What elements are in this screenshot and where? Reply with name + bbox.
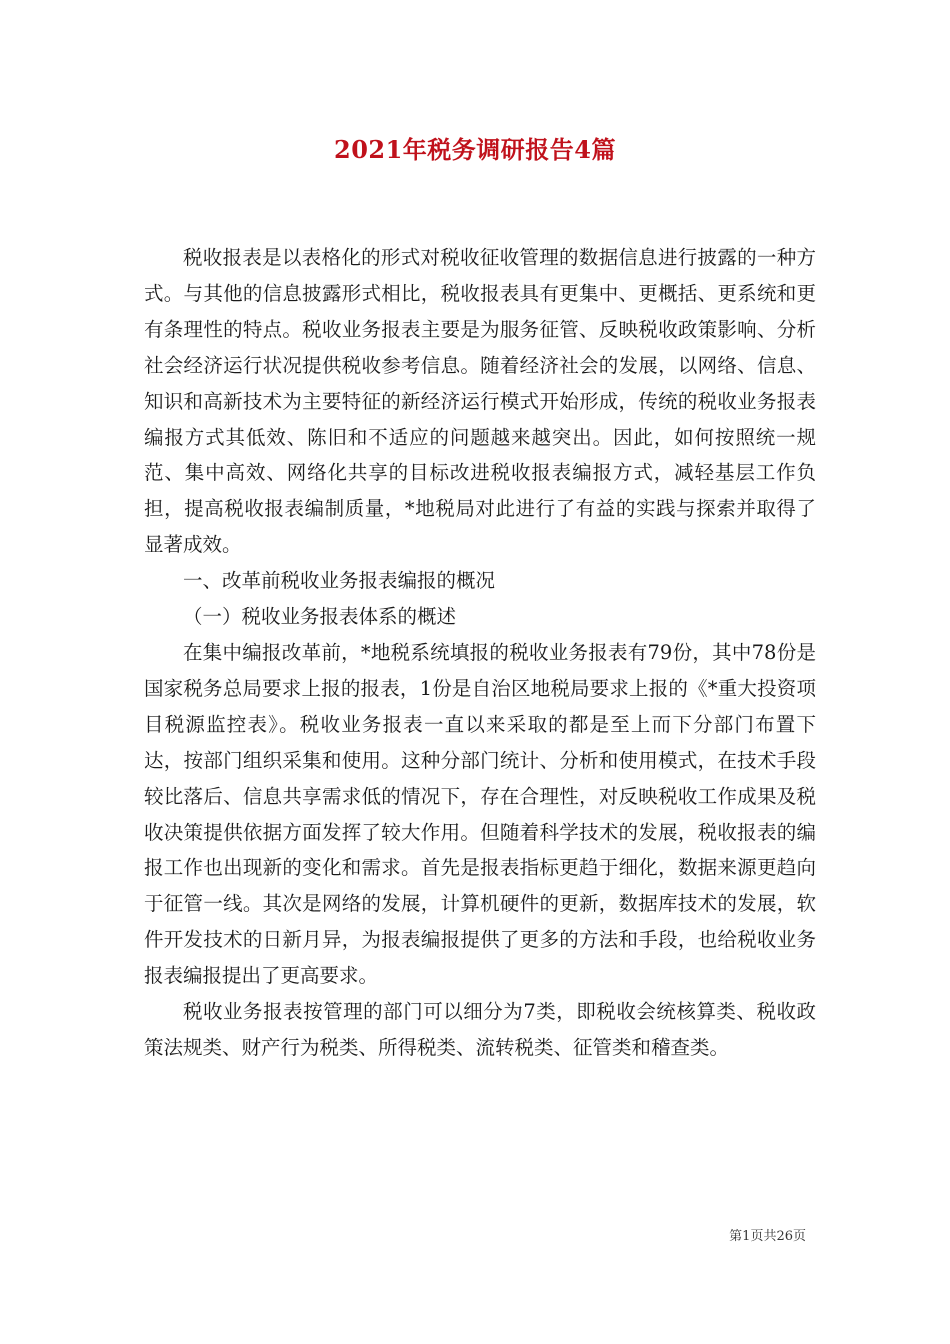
- section-heading-1: 一、改革前税收业务报表编报的概况: [183, 569, 496, 593]
- document-title: 2021年税务调研报告4篇: [334, 135, 616, 164]
- subsection-heading-1: （一）税收业务报表体系的概述: [183, 605, 457, 629]
- paragraph-intro: 税收报表是以表格化的形式对税收征收管理的数据信息进行披露的一种方式。与其他的信息披露形式相比，税收报表具有更集中、更概括、更系统和更有条理性的特点。税收业务报表主要是为服务征管、反映税收政策影响、分析社会经济运行状况提供税收参考信息。随着经济社会的发展，以网络、信息、知识和高新技术为主要特征的新经济运行模式开始形成，传统的税收业务报表编报方式其低效、陈旧和不适应的问题越来越突出。因此，如何按照统一规范、集中高效、网络化共享的目标改进税收报表编报方式，减轻基层工作负担，提高税收报表编制质量，*地税局对此进行了有益的实践与探索并取得了显著成效。: [144, 246, 816, 557]
- document-body: [144, 240, 816, 1066]
- paragraph-categories: 税收业务报表按管理的部门可以细分为7类，即税收会统核算类、税收政策法规类、财产行为税类、所得税类、流转税类、征管类和稽查类。: [144, 1000, 816, 1059]
- paragraph-overview: 在集中编报改革前，*地税系统填报的税收业务报表有79份，其中78份是国家税务总局要求上报的报表，1份是自治区地税局要求上报的《*重大投资项目税源监控表》。税收业务报表一直以来采取的都是至上而下分部门布置下达，按部门组织采集和使用。这种分部门统计、分析和使用模式，在技术手段较比落后、信息共享需求低的情况下，存在合理性，对反映税收工作成果及税收决策提供依据方面发挥了较大作用。但随着科学技术的发展，税收报表的编报工作也出现新的变化和需求。首先是报表指标更趋于细化，数据来源更趋向于征管一线。其次是网络的发展，计算机硬件的更新，数据库技术的发展，软件开发技术的日新月异，为报表编报提供了更多的方法和手段，也给税收业务报表编报提出了更高要求。: [144, 640, 816, 988]
- page-number-footer: 第1页共26页: [729, 1229, 806, 1244]
